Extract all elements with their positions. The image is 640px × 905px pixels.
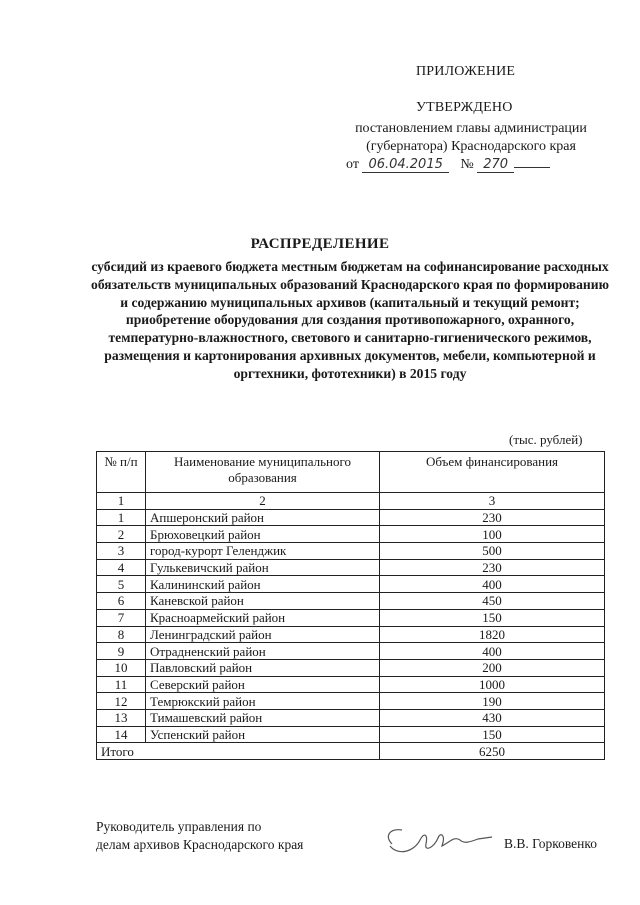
row-municipality: Темрюкский район (146, 693, 380, 710)
document-subtitle: субсидий из краевого бюджета местным бюджетам на софинансирование расходных обязательств муниципальных образований Краснодарского края по формированию и содержанию муниципальных архивов (капитальный и текущий ремонт; приобретение оборудования для создания противопожарного, охранного, температурно-влажностного, светового и санитарно-гигиенического режимов, размещения и картонирования архивных документов, мебели, компьютерной и оргтехники, фототехники) в 2015 году (91, 259, 609, 381)
row-amount: 230 (380, 509, 605, 526)
row-number: 14 (97, 726, 146, 743)
row-number: 11 (97, 676, 146, 693)
row-municipality: Каневской район (146, 593, 380, 610)
decree-line-2: (губернатора) Краснодарского края (366, 139, 576, 154)
row-number: 2 (97, 526, 146, 543)
table-row (97, 643, 605, 660)
number-prefix: № (460, 157, 474, 172)
total-label: Итого (97, 743, 380, 760)
row-municipality: Павловский район (146, 659, 380, 676)
row-number: 4 (97, 559, 146, 576)
table-row (97, 693, 605, 710)
signatory-position (96, 818, 303, 854)
date-prefix: от (346, 157, 359, 172)
signatory-position-line-1: Руководитель управления по (96, 819, 262, 834)
table-row (97, 659, 605, 676)
total-amount: 6250 (380, 743, 605, 760)
appendix-label: ПРИЛОЖЕНИЕ (416, 64, 516, 79)
row-number: 3 (97, 543, 146, 560)
unit-label: (тыс. рублей) (509, 432, 583, 447)
row-amount: 400 (380, 576, 605, 593)
table-row (97, 593, 605, 610)
row-amount: 190 (380, 693, 605, 710)
row-number: 8 (97, 626, 146, 643)
row-number: 12 (97, 693, 146, 710)
row-number: 6 (97, 593, 146, 610)
signatory-position-line-2: делам архивов Краснодарского края (96, 837, 304, 852)
row-number: 7 (97, 609, 146, 626)
row-amount: 400 (380, 643, 605, 660)
table-header-row (97, 452, 605, 493)
handwritten-signature (380, 822, 500, 862)
table-body (97, 509, 605, 743)
header-num: № п/п (97, 452, 146, 493)
table-row (97, 559, 605, 576)
col-number: 1 (97, 493, 146, 510)
row-number: 13 (97, 709, 146, 726)
row-amount: 100 (380, 526, 605, 543)
table-row (97, 726, 605, 743)
row-number: 9 (97, 643, 146, 660)
decree-number: 270 (477, 157, 514, 173)
row-amount: 200 (380, 659, 605, 676)
row-municipality: Отрадненский район (146, 643, 380, 660)
distribution-table (96, 451, 605, 760)
row-municipality: Ленинградский район (146, 626, 380, 643)
row-municipality: Северский район (146, 676, 380, 693)
number-underline (514, 167, 550, 168)
row-municipality: Брюховецкий район (146, 526, 380, 543)
column-number-row (97, 493, 605, 510)
row-number: 5 (97, 576, 146, 593)
decree-date: 06.04.2015 (362, 157, 448, 173)
row-number: 1 (97, 509, 146, 526)
row-amount: 150 (380, 609, 605, 626)
table-row (97, 526, 605, 543)
row-amount: 1000 (380, 676, 605, 693)
table-row (97, 509, 605, 526)
table-row (97, 626, 605, 643)
row-municipality: Гулькевичский район (146, 559, 380, 576)
table-row (97, 676, 605, 693)
row-amount: 450 (380, 593, 605, 610)
table-row (97, 709, 605, 726)
row-municipality: Апшеронский район (146, 509, 380, 526)
table-row (97, 576, 605, 593)
col-number: 2 (146, 493, 380, 510)
row-municipality: Калининский район (146, 576, 380, 593)
row-amount: 230 (380, 559, 605, 576)
row-municipality: город-курорт Геленджик (146, 543, 380, 560)
table-row (97, 609, 605, 626)
total-row (97, 743, 605, 760)
row-amount: 430 (380, 709, 605, 726)
header-amount: Объем финансирования (380, 452, 605, 493)
decree-line-1: постановлением главы администрации (355, 121, 587, 136)
row-amount: 1820 (380, 626, 605, 643)
approved-label: УТВЕРЖДЕНО (416, 100, 513, 115)
row-amount: 150 (380, 726, 605, 743)
table-row (97, 543, 605, 560)
decree-text (346, 120, 596, 156)
signatory-name: В.В. Горковенко (504, 836, 598, 851)
row-amount: 500 (380, 543, 605, 560)
decree-date-line (346, 157, 550, 173)
document-title: РАСПРЕДЕЛЕНИЕ (250, 236, 390, 252)
row-municipality: Успенский район (146, 726, 380, 743)
row-municipality: Красноармейский район (146, 609, 380, 626)
col-number: 3 (380, 493, 605, 510)
row-number: 10 (97, 659, 146, 676)
row-municipality: Тимашевский район (146, 709, 380, 726)
header-name: Наименование муниципального образования (146, 452, 380, 493)
